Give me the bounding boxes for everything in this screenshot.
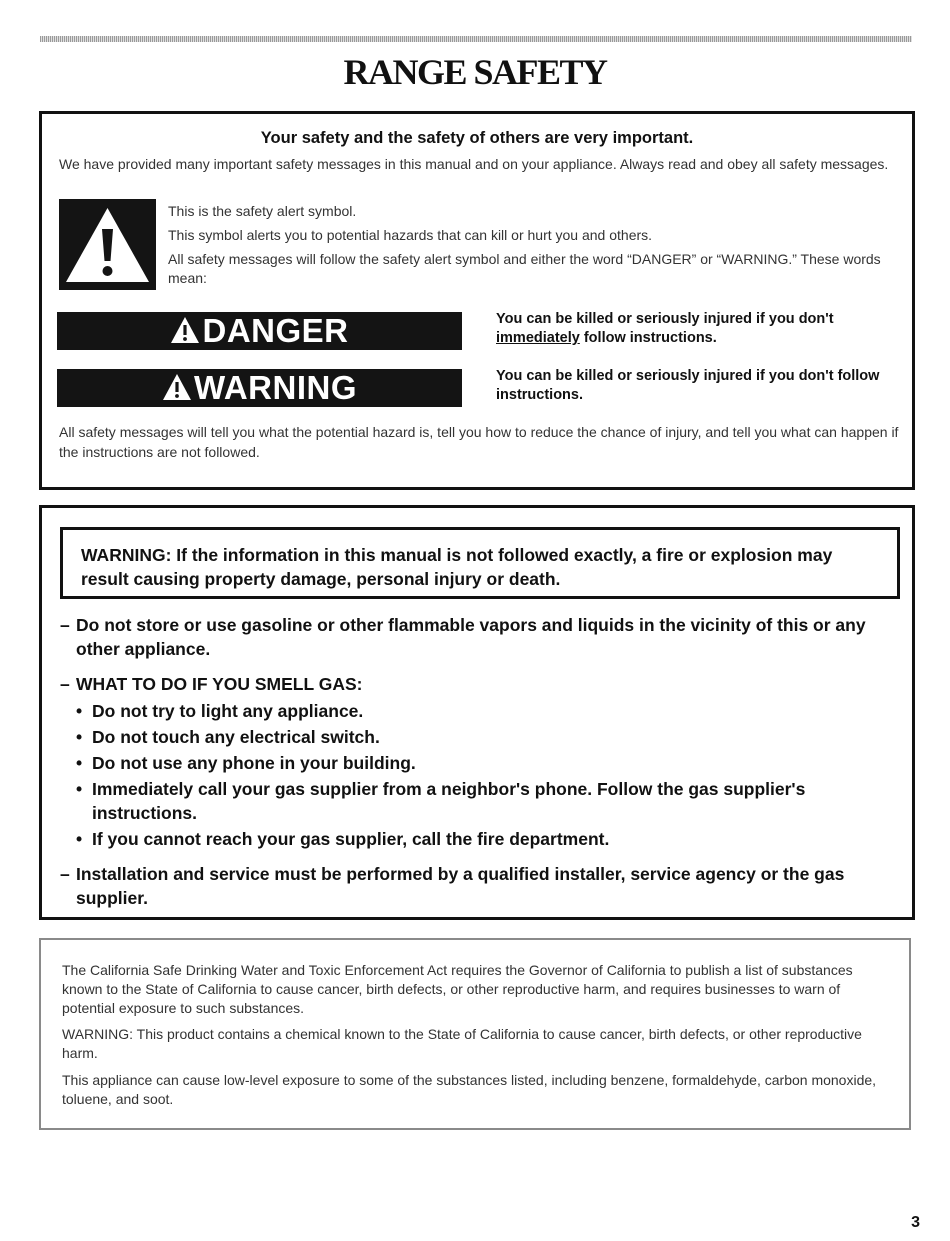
bullet-marker: •	[76, 727, 83, 747]
gas-smell-step-text: Do not try to light any appliance.	[92, 701, 364, 721]
safety-intro: We have provided many important safety messages in this manual and on your appliance. Always read and obey all safety messages.	[59, 156, 889, 172]
california-notice-box	[39, 938, 911, 1130]
gas-smell-step	[76, 751, 890, 775]
alert-triangle-icon	[162, 371, 192, 409]
exposure-text: This appliance can cause low-level exposure to some of the substances listed, including benzene, formaldehyde, carbon monoxide, toluene, and soot.	[62, 1072, 877, 1107]
gas-instruction-item	[60, 672, 890, 851]
page-title: RANGE SAFETY	[343, 52, 607, 92]
california-act-text: The California Safe Drinking Water and Toxic Enforcement Act requires the Governor of California to publish a list of substances known to the State of California to cause cancer, birth defects, or other reproductive harm, and requires businesses to warn of potential exposure to such substances.	[62, 962, 853, 1016]
safety-messages-box	[39, 111, 915, 490]
symbol-line: This symbol alerts you to potential hazards that can kill or hurt you and others.	[168, 227, 653, 243]
top-rule	[40, 36, 912, 42]
gas-smell-steps	[76, 699, 890, 851]
gas-instruction-item	[60, 613, 890, 661]
dash-marker: –	[60, 615, 70, 635]
gas-smell-step	[76, 777, 890, 825]
bullet-marker: •	[76, 829, 83, 849]
gas-smell-step-text: Immediately call your gas supplier from a neighbor's phone. Follow the gas supplier's instructions.	[92, 779, 806, 823]
fire-explosion-warning: WARNING: If the information in this manual is not followed exactly, a fire or explosion may result causing property damage, personal injury or death.	[81, 545, 833, 589]
safety-footer: All safety messages will tell you what the potential hazard is, tell you how to reduce the chance of injury, and tell you what can happen if the instructions are not followed.	[59, 424, 899, 460]
california-warning-text: WARNING: This product contains a chemical known to the State of California to cause cancer, birth defects, or other reproductive harm.	[62, 1026, 862, 1061]
gas-instructions	[60, 613, 890, 921]
safety-heading: Your safety and the safety of others are very important.	[260, 129, 694, 147]
bullet-marker: •	[76, 701, 83, 721]
gas-instruction-text: Do not store or use gasoline or other flammable vapors and liquids in the vicinity of this or any other appliance.	[76, 615, 866, 659]
gas-warning-box	[39, 505, 915, 920]
gas-smell-step	[76, 725, 890, 749]
fire-explosion-warning-panel	[60, 527, 900, 599]
warning-description: You can be killed or seriously injured if you don't follow instructions.	[496, 368, 880, 403]
bullet-marker: •	[76, 779, 83, 799]
symbol-line: All safety messages will follow the safety alert symbol and either the word “DANGER” or “WARNING.” These words mean:	[168, 251, 881, 286]
page-number: 3	[911, 1214, 920, 1231]
dash-marker: –	[60, 674, 70, 694]
gas-smell-step	[76, 699, 890, 723]
danger-description	[496, 310, 896, 348]
gas-smell-heading: WHAT TO DO IF YOU SMELL GAS:	[76, 674, 363, 694]
bullet-marker: •	[76, 753, 83, 773]
safety-alert-icon	[59, 199, 156, 290]
alert-triangle-icon	[170, 314, 200, 352]
warning-label: WARNING	[194, 369, 357, 406]
gas-smell-step	[76, 827, 890, 851]
gas-smell-step-text: If you cannot reach your gas supplier, call the fire department.	[92, 829, 610, 849]
danger-desc-text: You can be killed or seriously injured if you don't	[496, 311, 834, 327]
gas-smell-step-text: Do not touch any electrical switch.	[92, 727, 380, 747]
gas-smell-step-text: Do not use any phone in your building.	[92, 753, 416, 773]
symbol-explanation	[168, 202, 898, 293]
warning-signal-banner	[57, 369, 462, 407]
gas-instruction-text: Installation and service must be performed by a qualified installer, service agency or the gas supplier.	[76, 864, 845, 908]
gas-instruction-item	[60, 862, 890, 910]
danger-label: DANGER	[202, 312, 349, 349]
symbol-line: This is the safety alert symbol.	[168, 203, 357, 219]
danger-signal-banner	[57, 312, 462, 350]
dash-marker: –	[60, 864, 70, 884]
danger-desc-emphasis: immediately	[496, 330, 580, 346]
danger-desc-text-end: follow instructions.	[579, 330, 717, 346]
